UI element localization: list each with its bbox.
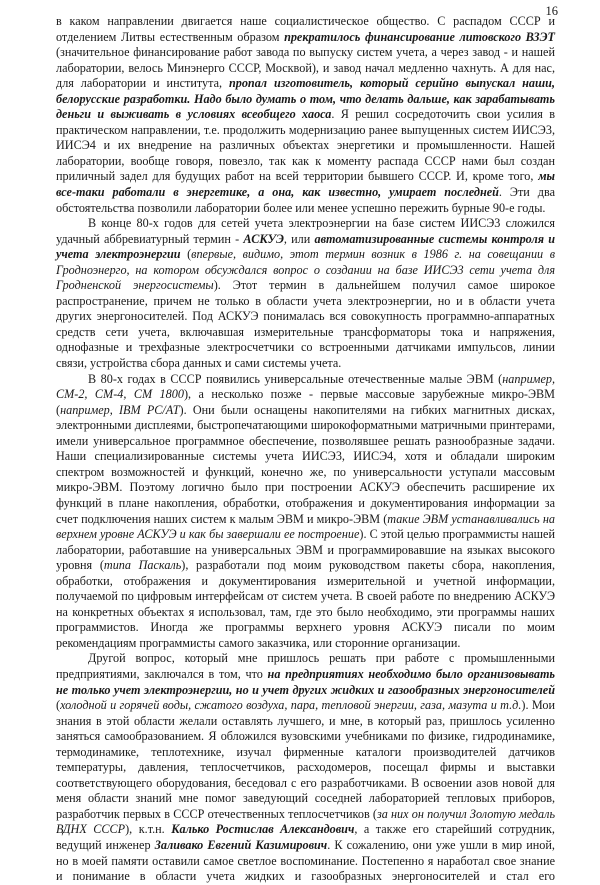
emphasis-italic: например, СМ-2, СМ-4, СМ 1800 <box>56 371 555 402</box>
paragraph <box>56 372 555 652</box>
emphasis-bold-italic: прекратилось финансирование литовского ВЗЭТ <box>284 29 555 44</box>
text-run: в каком направлении двигается наше социалистическое общество. С распадом СССР и отделением Литвы естественным образом <box>56 14 555 44</box>
emphasis-italic: такие ЭВМ устанавливались на верхнем уровне АСКУЭ и как бы завершали ее построение <box>56 511 555 542</box>
text-run: В 80-х годах в СССР появились универсальные отечественные малые ЭВМ ( <box>88 371 503 386</box>
text-run: Другой вопрос, который мне пришлось решать при работе с промышленными предприятиями, заключался в том, что <box>56 651 555 681</box>
text-run: . Эти два обстоятельства позволили лаборатории более или менее успешно пережить бурные 90-е годы. <box>56 185 555 215</box>
emphasis-bold-italic: Заливако Евгений Казимирович <box>154 837 328 852</box>
emphasis-italic: холодной и горячей воды, сжатого воздуха, пара, тепловой энергии, газа, мазута и т.д. <box>60 698 522 713</box>
text-run: В конце 80-х годов для сетей учета электроэнергии на базе систем ИИСЭ3 сложился удачный аббревиатурный термин - <box>56 216 555 246</box>
emphasis-bold-italic: АСКУЭ <box>243 231 284 246</box>
text-run: . К сожалению, они уже ушли в мир иной, но в моей памяти оставили самое светлое воспоминание. Постепенно я наработал свое знание и понимание в области учета жидких и газообразных энергоносителей и стал его <box>56 837 555 884</box>
text-run: ( <box>180 247 192 262</box>
paragraph <box>56 14 555 216</box>
text-run: ), к.т.н. <box>125 822 172 837</box>
text-run: ( <box>56 698 61 713</box>
text-run: , или <box>283 231 315 246</box>
emphasis-bold-italic: мы все-таки работали в энергетике, а она, как известно, умирает последней <box>56 169 555 200</box>
text-run: ). Они были оснащены накопителями на гибких магнитных дисках, электронными дисплеями, быстропечатающими широкоформатными матричными принтерами, имели универсальное программное обеспечение, позволявшее решать разнообразные задачи. Наши специализированные системы учета ИИСЭ3, ИИСЭ4, хотя и обладали широким спектром возможностей и функций, конечно же, по универсальности уступали массовым микро-ЭВМ. Поэтому логично было при построении АСКУЭ обеспечить расширение их функций в плане накопления, обработки, отображения и документирования информации за счет подключения наших систем к малым ЭВМ и микро-ЭВМ ( <box>56 402 555 526</box>
text-run: ), разработали под моим руководством пакеты сбора, накопления, обработки, отображения и документирования измерительной и учетной информации, получаемой по цифровым интерфейсам от систем учета. В своей работе по внедрению АСКУЭ на конкретных объектах я использовал, там, где это было необходимо, эти программы наших программистов. Иногда же программы верхнего уровня АСКУЭ писали по моим рекомендациям программисты самого заказчика, или сторонние организации. <box>56 558 555 650</box>
emphasis-italic: например, IBM PC/AT <box>60 402 180 417</box>
emphasis-bold-italic: автоматизированные системы контроля и учета электроэнергии <box>56 231 555 262</box>
emphasis-bold-italic: пропал изготовитель, который серийно выпускал наши, белорусские разработки. Надо было думать о том, что делать дальше, как зарабатывать деньги и выживать в условиях всеобщего хаоса <box>56 76 555 122</box>
paragraph <box>56 216 555 371</box>
text-run: ). Мои знания в этой области желали оставлять лучшего, и мне, в который раз, пришлось усиленно заняться самообразованием. Я обложился вузовскими учебниками по физике, гидродинамике, термодинамике, теплотехнике, изучал фирменные каталоги производителей датчиков температуры, давления, теплосчетчиков, расходомеров, посещал фирмы и выставки соответствующего оборудования, беседовал с его разработчиками. В освоении азов новой для меня области знаний мне помог заведующий соседней лабораторией тепловых приборов, разработчик первых в СССР отечественных теплосчетчиков ( <box>56 698 555 821</box>
emphasis-bold-italic: на предприятиях необходимо было организовывать не только учет электроэнергии, но и учет других жидких и газообразных энергоносителей <box>56 666 555 697</box>
text-run: (значительное финансирование работ завода по выпуску систем учета, а через завод - и нашей лаборатории, велось Минэнерго СССР, Москвой), и завод начал медленно чахнуть. А для нас, для лаборатории и института, <box>56 45 555 91</box>
emphasis-italic: за них он получил Золотую медаль ВДНХ СССР <box>56 806 556 837</box>
emphasis-italic: впервые, видимо, этот термин возник в 1986 г. на совещании в Гродноэнерго, на котором обсуждался вопрос о создании на базе ИИСЭ3 сети учета для Гродненской энергосистемы <box>56 247 555 293</box>
text-run: , а также его старейший сотрудник, ведущий инженер <box>56 822 555 852</box>
document-body <box>56 14 555 885</box>
emphasis-italic: типа Паскаль <box>103 558 182 573</box>
page-number: 16 <box>545 4 558 18</box>
text-run: . Я решил сосредоточить свои усилия в практическом направлении, т.е. продолжить модернизацию ранее выпущенных систем ИИСЭ3, ИИСЭ4 и их внедрение на различных объектах энергетики и промышленности. Нашей лаборатории, вообще говоря, повезло, так как к моменту распада СССР нами был создан приличный задел для будущих работ на всей территории бывшего СССР. И, кроме того, <box>56 107 556 184</box>
text-run: ). С этой целью программисты нашей лаборатории, работавшие на универсальных ЭВМ и программировавшие на языках высокого уровня ( <box>56 527 555 573</box>
text-run: ). Этот термин в дальнейшем получил самое широкое распространение, причем не только в области учета электроэнергии, но и в области учета других энергоносителей. Под АСКУЭ понималась вся совокупность программно-аппаратных средств сети учета, включавшая измерительные трансформаторы тока и напряжения, однофазные и трехфазные электросчетчики со встроенными датчиками импульсов, линии связи, устройства сбора данных и сами системы учета. <box>56 278 556 371</box>
emphasis-bold-italic: Калько Ростислав Александович <box>171 822 355 837</box>
text-run: ), а несколько позже - первые массовые зарубежные микро-ЭВМ ( <box>56 387 555 417</box>
